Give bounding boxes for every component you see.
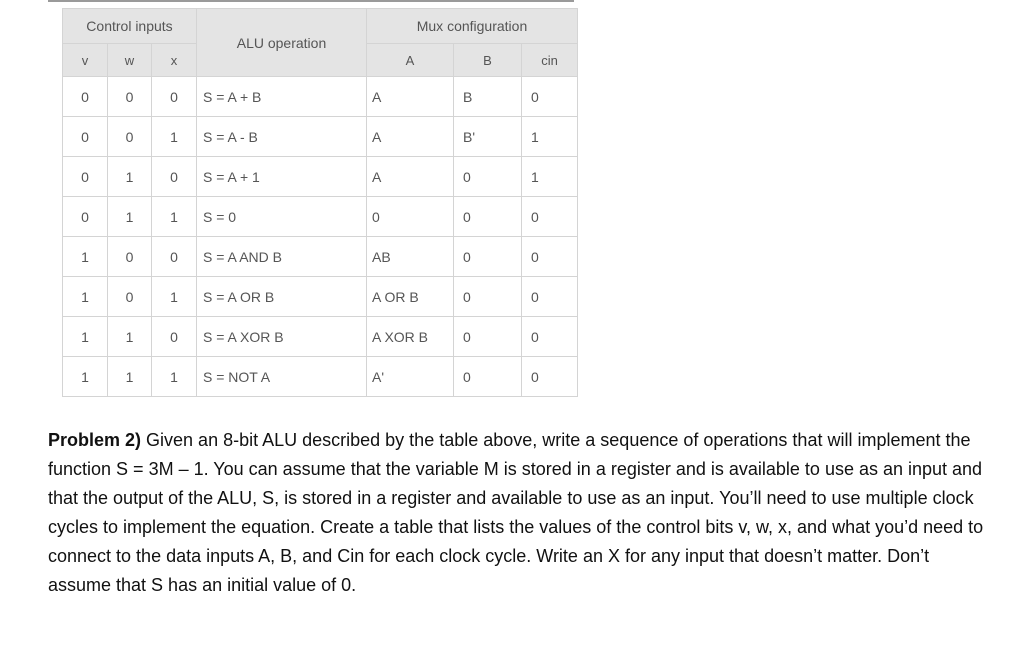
cell-mux-b: 0 [454, 357, 522, 397]
cell-mux-b: 0 [454, 277, 522, 317]
cell-mux-a: A [367, 117, 454, 157]
cell-mux-b: B [454, 77, 522, 117]
header-w: w [108, 44, 152, 77]
cell-operation: S = A - B [197, 117, 367, 157]
cell-mux-a: A XOR B [367, 317, 454, 357]
cell-operation: S = 0 [197, 197, 367, 237]
table-row [63, 357, 578, 397]
cell-w: 1 [108, 157, 152, 197]
cell-cin: 0 [522, 77, 578, 117]
cell-w: 0 [108, 77, 152, 117]
cell-v: 1 [63, 357, 108, 397]
header-control-inputs: Control inputs [63, 9, 197, 44]
cell-x: 0 [152, 317, 197, 357]
cell-mux-a: A' [367, 357, 454, 397]
cell-operation: S = NOT A [197, 357, 367, 397]
header-x: x [152, 44, 197, 77]
cell-x: 1 [152, 357, 197, 397]
table-row [63, 277, 578, 317]
table-row [63, 157, 578, 197]
top-rule [48, 0, 574, 2]
cell-mux-b: 0 [454, 197, 522, 237]
cell-mux-b: 0 [454, 157, 522, 197]
table-row [63, 317, 578, 357]
cell-mux-b: 0 [454, 237, 522, 277]
cell-w: 1 [108, 317, 152, 357]
cell-mux-a: 0 [367, 197, 454, 237]
cell-mux-a: A [367, 157, 454, 197]
cell-x: 0 [152, 237, 197, 277]
cell-x: 1 [152, 277, 197, 317]
cell-v: 0 [63, 117, 108, 157]
cell-x: 1 [152, 117, 197, 157]
cell-operation: S = A + B [197, 77, 367, 117]
cell-operation: S = A OR B [197, 277, 367, 317]
header-b: B [454, 44, 522, 77]
cell-cin: 0 [522, 197, 578, 237]
header-alu-operation: ALU operation [197, 9, 367, 77]
cell-mux-a: A OR B [367, 277, 454, 317]
cell-v: 0 [63, 157, 108, 197]
cell-x: 1 [152, 197, 197, 237]
table-row [63, 77, 578, 117]
cell-cin: 0 [522, 237, 578, 277]
alu-table [62, 8, 578, 397]
table-row [63, 117, 578, 157]
problem-text: Given an 8-bit ALU described by the table above, write a sequence of operations that will implement the function S = 3M – 1. You can assume that the variable M is stored in a register and is available to use as an input and that the output of the ALU, S, is stored in a register and available to use as an input. You’ll need to use multiple clock cycles to implement the equation. Create a table that lists the values of the control bits v, w, x, and what you’d need to connect to the data inputs A, B, and Cin for each clock cycle. Write an X for any input that doesn’t matter. Don’t assume that S has an initial value of 0. [48, 430, 984, 595]
cell-x: 0 [152, 77, 197, 117]
cell-v: 0 [63, 197, 108, 237]
problem-label: Problem 2) [48, 430, 142, 450]
problem-statement [48, 426, 988, 600]
cell-w: 0 [108, 277, 152, 317]
table-row [63, 197, 578, 237]
cell-x: 0 [152, 157, 197, 197]
cell-v: 1 [63, 317, 108, 357]
table-row [63, 237, 578, 277]
cell-cin: 1 [522, 157, 578, 197]
header-a: A [367, 44, 454, 77]
cell-cin: 0 [522, 277, 578, 317]
cell-v: 1 [63, 277, 108, 317]
cell-mux-b: 0 [454, 317, 522, 357]
cell-cin: 1 [522, 117, 578, 157]
cell-cin: 0 [522, 317, 578, 357]
cell-operation: S = A XOR B [197, 317, 367, 357]
cell-w: 0 [108, 237, 152, 277]
cell-w: 0 [108, 117, 152, 157]
cell-v: 1 [63, 237, 108, 277]
cell-cin: 0 [522, 357, 578, 397]
cell-operation: S = A + 1 [197, 157, 367, 197]
cell-operation: S = A AND B [197, 237, 367, 277]
cell-mux-a: AB [367, 237, 454, 277]
header-v: v [63, 44, 108, 77]
cell-v: 0 [63, 77, 108, 117]
header-cin: cin [522, 44, 578, 77]
cell-w: 1 [108, 357, 152, 397]
cell-mux-b: B' [454, 117, 522, 157]
cell-w: 1 [108, 197, 152, 237]
header-mux-configuration: Mux configuration [367, 9, 578, 44]
cell-mux-a: A [367, 77, 454, 117]
